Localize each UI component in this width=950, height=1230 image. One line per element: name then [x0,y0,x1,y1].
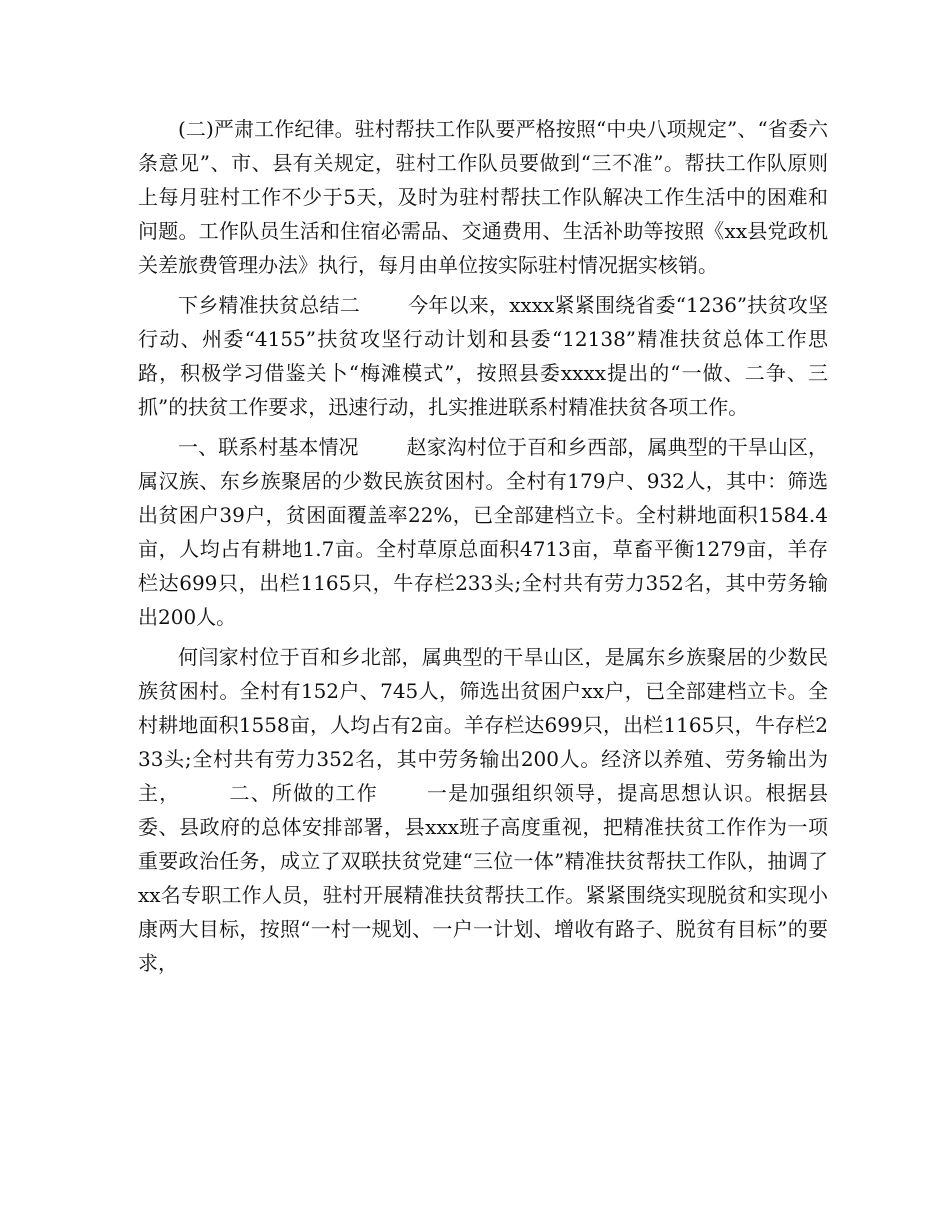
paragraph-text: 一是加强组织领导，提高思想认识。根据县委、县政府的总体安排部署，县xxx班子高度重视，把精准扶贫工作作为一项重要政治任务，成立了双联扶贫党建“三位一体”精准扶贫帮扶工作队，抽调了xx名专职工作人员，驻村开展精准扶贫帮扶工作。紧紧围绕实现脱贫和实现小康两大目标，按照“一村一规划、一户一计划、增收有路子、脱贫有目标”的要求， [138,781,829,975]
paragraph-text: (二)严肃工作纪律。驻村帮扶工作队要严格按照“中央八项规定”、“省委六条意见”、市、县有关规定，驻村工作队员要做到“三不准”。帮扶工作队原则上每月驻村工作不少于5天，及时为驻村帮扶工作队解决工作生活中的困难和问题。工作队员生活和住宿必需品、交通费用、生活补助等按照《xx县党政机关差旅费管理办法》执行，每月由单位按实际驻村情况据实核销。 [138,117,828,277]
paragraph-heyanjia-village [138,640,828,980]
paragraph-summary-two [138,288,828,424]
paragraph-village-basic [138,430,828,634]
paragraph-text: 赵家沟村位于百和乡西部，属典型的干旱山区，属汉族、东乡族聚居的少数民族贫困村。全村有179户、932人，其中：筛选出贫困户39户，贫困面覆盖率22%，已全部建档立卡。全村耕地面积1584.4亩，人均占有耕地1.7亩。全村草原总面积4713亩，草畜平衡1279亩，羊存栏达699只，出栏1165只，牛存栏233头;全村共有劳力352名，其中劳务输出200人。 [138,435,829,629]
paragraph-discipline [138,112,828,282]
section-heading: 一、联系村基本情况 [178,435,359,459]
paragraph-text: 何闫家村位于百和乡北部，属典型的干旱山区，是属东乡族聚居的少数民族贫困村。全村有152户、745人，筛选出贫困户xx户，已全部建档立卡。全村耕地面积1558亩，人均占有2亩。羊存栏达699只，出栏1165只，牛存栏233头;全村共有劳力352名，其中劳务输出200人。经济以养殖、劳务输出为主， [138,645,828,805]
section-heading: 二、所做的工作 [228,781,378,805]
paragraph-text: 今年以来，xxxx紧紧围绕省委“1236”扶贫攻坚行动、州委“4155”扶贫攻坚行动计划和县委“12138”精准扶贫总体工作思路，积极学习借鉴关卜“梅滩模式”，按照县委xxxx提出的“一做、二争、三抓”的扶贫工作要求，迅速行动，扎实推进联系村精准扶贫各项工作。 [138,293,829,419]
section-heading: 下乡精准扶贫总结二 [178,293,360,317]
document-body [138,112,828,986]
